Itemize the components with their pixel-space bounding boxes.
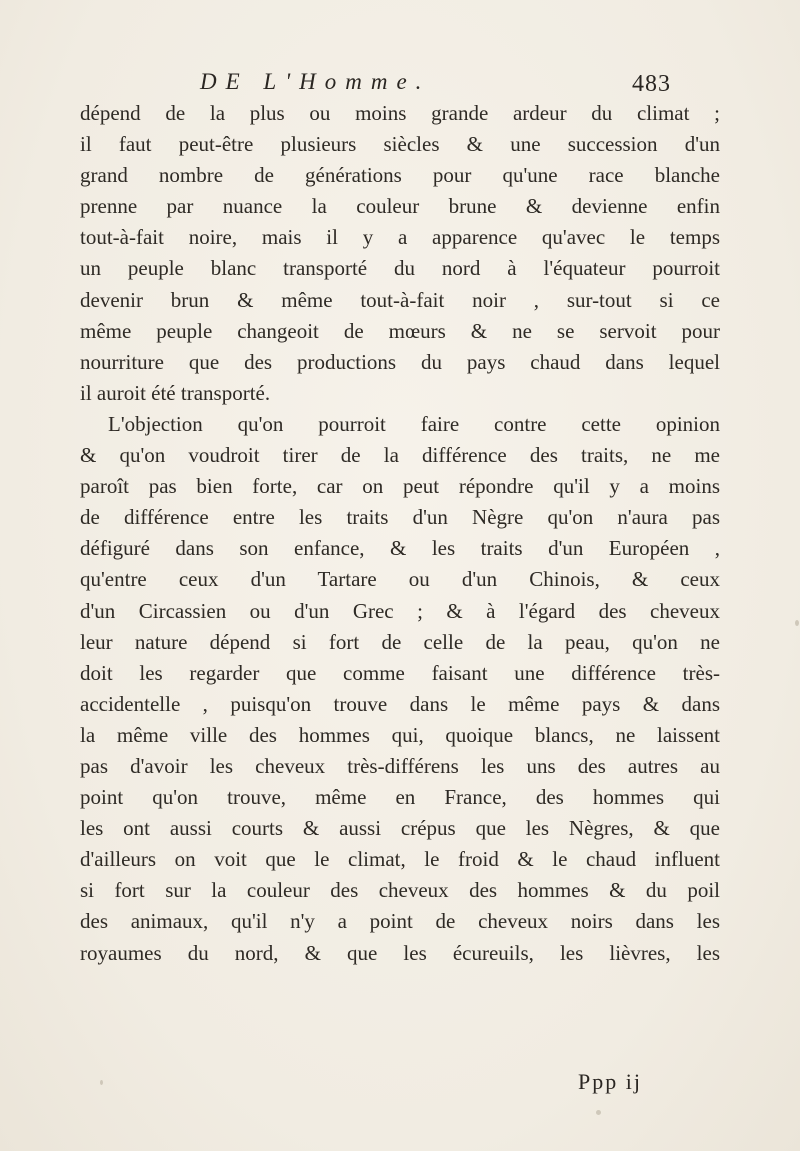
- text-line: tout-à-fait noire, mais il y a apparence qu'avec le temps: [80, 225, 720, 250]
- page-number: 483: [632, 71, 671, 97]
- text-line: il faut peut-être plusieurs siècles & une succession d'un: [80, 132, 720, 157]
- text-line: nourriture que des productions du pays chaud dans lequel: [80, 349, 720, 374]
- text-line: dépend de la plus ou moins grande ardeur du climat ;: [80, 101, 720, 125]
- paper-speck: [596, 1110, 601, 1115]
- text-line: d'ailleurs on voit que le climat, le froid & le chaud influent: [80, 847, 720, 872]
- running-title-text: DE L'Homme.: [200, 69, 431, 94]
- text-line: royaumes du nord, & que les écureuils, les lièvres, les: [80, 940, 720, 965]
- text-line: la même ville des hommes qui, quoique blancs, ne laissent: [80, 722, 720, 747]
- text-line: qu'entre ceux d'un Tartare ou d'un Chinois, & ceux: [80, 567, 720, 592]
- text-line: des animaux, qu'il n'y a point de cheveux noirs dans les: [80, 909, 720, 934]
- text-line: pas d'avoir les cheveux très-différens les uns des autres au: [80, 753, 720, 778]
- signature-mark: Ppp ij: [578, 1069, 642, 1094]
- text-line: grand nombre de générations pour qu'une race blanche: [80, 163, 720, 188]
- text-line: un peuple blanc transporté du nord à l'équateur pourroit: [80, 256, 720, 281]
- body-text: [80, 98, 720, 969]
- text-line: L'objection qu'on pourroit faire contre cette opinion: [108, 411, 720, 436]
- text-line: même peuple changeoit de mœurs & ne se servoit pour: [80, 318, 720, 343]
- text-line: d'un Circassien ou d'un Grec ; & à l'égard des cheveux: [80, 598, 720, 623]
- text-line: & qu'on voudroit tirer de la différence des traits, ne me: [80, 443, 720, 468]
- text-line: prenne par nuance la couleur brune & devienne enfin: [80, 194, 720, 219]
- text-line: accidentelle , puisqu'on trouve dans le même pays & dans: [80, 691, 720, 716]
- paper-speck: [100, 1080, 103, 1085]
- text-line: défiguré dans son enfance, & les traits d'un Européen ,: [80, 536, 720, 561]
- text-line: si fort sur la couleur des cheveux des hommes & du poil: [80, 878, 720, 903]
- text-line: devenir brun & même tout-à-fait noir , sur-tout si ce: [80, 287, 720, 312]
- text-line: point qu'on trouve, même en France, des hommes qui: [80, 785, 720, 810]
- paragraph-2: [80, 409, 720, 969]
- paper-speck: [795, 620, 799, 626]
- text-line: paroît pas bien forte, car on peut répondre qu'il y a moins: [80, 474, 720, 499]
- text-line: de différence entre les traits d'un Nègre qu'on n'aura pas: [80, 505, 720, 530]
- text-line: les ont aussi courts & aussi crépus que les Nègres, & que: [80, 816, 720, 841]
- text-line: il auroit été transporté.: [80, 380, 271, 405]
- running-title: [200, 68, 610, 96]
- paragraph-1: [80, 98, 720, 409]
- text-line: leur nature dépend si fort de celle de la peau, qu'on ne: [80, 629, 720, 654]
- text-line: doit les regarder que comme faisant une différence très-: [80, 660, 720, 685]
